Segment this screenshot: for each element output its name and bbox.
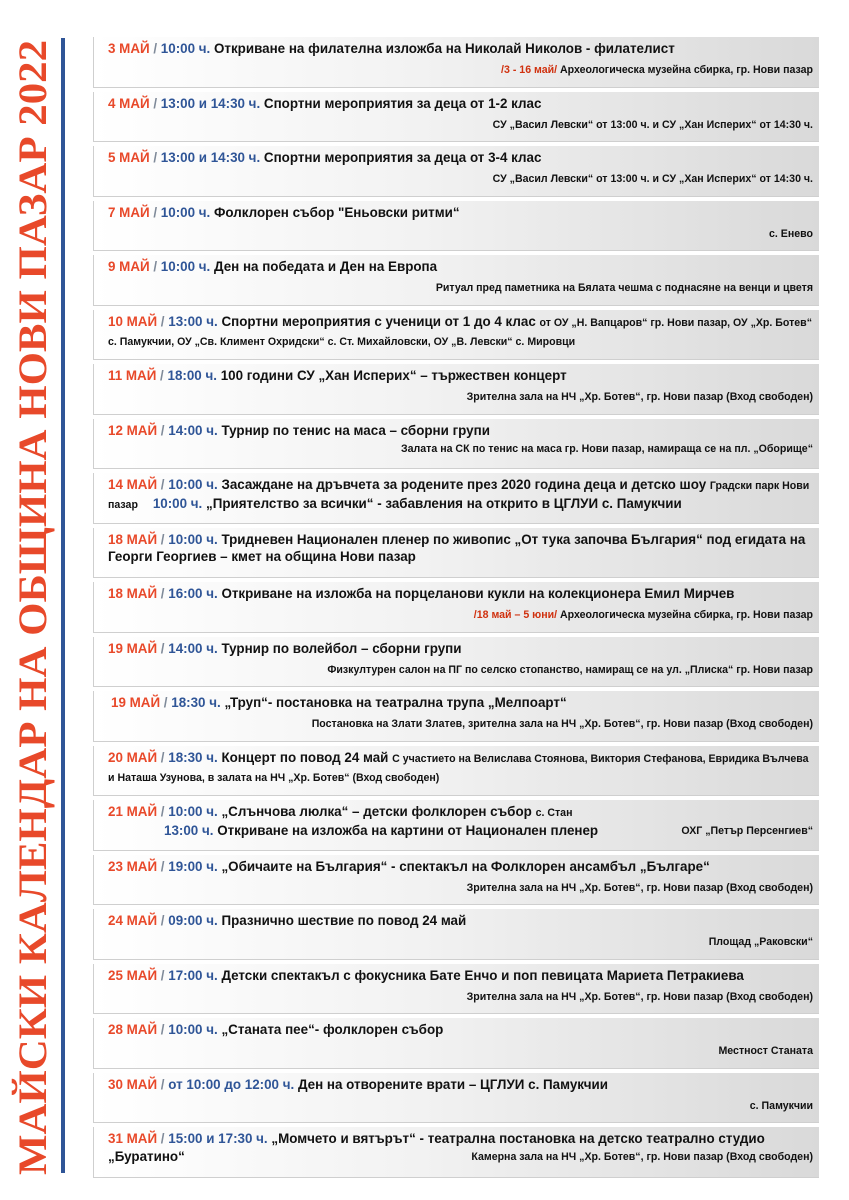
- calendar-title-text: МАЙСКИ КАЛЕНДАР НА ОБЩИНА НОВИ ПАЗАР 2022: [10, 115, 55, 1175]
- event-date: 4 МАЙ: [108, 95, 150, 111]
- event-item: 30 МАЙ / от 10:00 до 12:00 ч. Ден на отворените врати – ЦГЛУИ с. Памукчии с. Памукчии: [93, 1073, 819, 1124]
- event-item: 12 МАЙ / 14:00 ч. Турнир по тенис на маса – сборни групи Залата на СК по тенис на маса гр. Нови пазар, намираща се на пл. „Оборище“: [93, 419, 819, 470]
- event-date: 28 МАЙ: [108, 1022, 158, 1037]
- event-time: 10:00 ч.: [168, 1022, 218, 1037]
- event-date: 24 МАЙ: [108, 913, 158, 928]
- event-title: Откриване на филателна изложба на Николай Николов - филателист: [214, 41, 675, 56]
- event-date: 20 МАЙ: [108, 749, 158, 765]
- event-time: 10:00 ч.: [160, 204, 211, 220]
- event-date: 11 МАЙ: [108, 368, 157, 383]
- event-time-2: 10:00 ч.: [152, 496, 203, 511]
- event-title: Концерт по повод 24 май: [221, 749, 389, 765]
- event-time: 18:30 ч.: [171, 695, 221, 710]
- event-range: /18 май – 5 юни/: [473, 609, 558, 621]
- event-title: 100 години СУ „Хан Исперих“ – тържествен концерт: [220, 368, 567, 383]
- event-place: с. Памукчии: [749, 1099, 813, 1112]
- event-time: 16:00 ч.: [168, 586, 218, 601]
- event-item: 3 МАЙ / 10:00 ч. Откриване на филателна изложба на Николай Николов - филателист /3 - 16 май/ Археологическа музейна сбирка, гр. Нови пазар: [93, 37, 819, 88]
- event-place: Местност Станата: [718, 1045, 813, 1057]
- event-place: Площад „Раковски“: [708, 936, 813, 948]
- event-place: СУ „Васил Левски“ от 13:00 ч. и СУ „Хан Исперих“ от 14:30 ч.: [492, 173, 813, 185]
- event-title-cont: „Буратино“: [108, 1149, 185, 1164]
- event-date: 10 МАЙ: [108, 313, 158, 329]
- event-date: 30 МАЙ: [108, 1076, 158, 1092]
- event-item: 21 МАЙ / 10:00 ч. „Слънчова люлка“ – детски фолклорен събор с. Стан 13:00 ч. Откриване на изложба на картини от Национален пленер ОХГ „Петър Персенгиев“: [93, 800, 819, 851]
- event-date: 12 МАЙ: [108, 422, 158, 438]
- event-title: Тридневен Национален пленер по живопис „От тука започва България“ под егидата на Георги Георгиев – кмет на община Нови пазар: [108, 531, 806, 564]
- event-time: 13:00 ч.: [168, 313, 218, 329]
- event-date: 25 МАЙ: [108, 967, 158, 983]
- event-list: [93, 37, 819, 1182]
- event-date: 14 МАЙ: [108, 477, 158, 492]
- event-date: 23 МАЙ: [108, 858, 158, 874]
- event-title: Засаждане на дръвчета за родените през 2020 година деца и детско шоу: [221, 477, 707, 492]
- event-date: 7 МАЙ: [108, 204, 150, 220]
- event-date: 19 МАЙ: [111, 695, 161, 710]
- event-place: с. Стан: [535, 807, 573, 819]
- event-time: 17:00 ч.: [168, 967, 218, 983]
- event-item: 10 МАЙ / 13:00 ч. Спортни мероприятия с ученици от 1 до 4 клас от ОУ „Н. Вапцаров“ гр. Нови пазар, ОУ „Хр. Ботев“ с. Памукчии, ОУ „Св. Климент Охридски“ с. Ст. Михайловски, ОУ „В. Левски“ с. Мировци: [93, 310, 819, 361]
- event-item: 19 МАЙ / 14:00 ч. Турнир по волейбол – сборни групи Физкултурен салон на ПГ по селско стопанство, намиращ се на ул. „Плиска“ гр. Нови пазар: [93, 637, 819, 688]
- event-place: Физкултурен салон на ПГ по селско стопанство, намиращ се на ул. „Плиска“ гр. Нови пазар: [327, 663, 813, 676]
- event-time: 10:00 ч.: [168, 477, 218, 492]
- event-time: 14:00 ч.: [168, 422, 218, 438]
- event-place: Ритуал пред паметника на Бялата чешма с поднасяне на венци и цветя: [435, 282, 813, 294]
- title-divider: [61, 38, 65, 1173]
- event-item: 19 МАЙ / 18:30 ч. „Труп“- постановка на театрална трупа „Мелпоарт“ Постановка на Злати Златев, зрителна зала на НЧ „Хр. Ботев“, гр. Нови пазар (Вход свободен): [93, 691, 819, 742]
- event-time: 18:00 ч.: [167, 368, 217, 383]
- event-date: 19 МАЙ: [108, 640, 158, 656]
- event-title: Детски спектакъл с фокусника Бате Енчо и поп певицата Мариета Петракиева: [221, 967, 744, 983]
- event-time: 10:00 ч.: [168, 804, 218, 819]
- event-title: Празнично шествие по повод 24 май: [221, 913, 467, 928]
- event-time: 10:00 ч.: [168, 531, 218, 547]
- event-item: 18 МАЙ / 10:00 ч. Тридневен Национален пленер по живопис „От тука започва България“ под егидата на Георги Георгиев – кмет на община Нови пазар: [93, 528, 819, 579]
- event-title: Фолклорен събор "Еньовски ритми“: [214, 204, 460, 220]
- event-time: 13:00 и 14:30 ч.: [160, 150, 261, 165]
- event-item: 24 МАЙ / 09:00 ч. Празнично шествие по повод 24 май Площад „Раковски“: [93, 909, 819, 960]
- event-item: 18 МАЙ / 16:00 ч. Откриване на изложба на порцеланови кукли на колекционера Емил Мирчев /18 май – 5 юни/ Археологическа музейна сбирка, гр. Нови пазар: [93, 582, 819, 633]
- event-item: 23 МАЙ / 19:00 ч. „Обичаите на България“ - спектакъл на Фолклорен ансамбъл „Българе“ Зрителна зала на НЧ „Хр. Ботев“, гр. Нови пазар (Вход свободен): [93, 855, 819, 906]
- event-date: 5 МАЙ: [108, 150, 150, 165]
- event-time: 10:00 ч.: [160, 41, 211, 56]
- event-time: 19:00 ч.: [168, 858, 218, 874]
- event-item: 5 МАЙ / 13:00 и 14:30 ч. Спортни мероприятия за деца от 3-4 клас СУ „Васил Левски“ от 13:00 ч. и СУ „Хан Исперих“ от 14:30 ч.: [93, 146, 819, 197]
- event-place: Археологическа музейна сбирка, гр. Нови пазар: [560, 64, 813, 76]
- event-title: „Слънчова люлка“ – детски фолклорен събор: [221, 804, 532, 819]
- event-place: СУ „Васил Левски“ от 13:00 ч. и СУ „Хан Исперих“ от 14:30 ч.: [492, 118, 813, 131]
- event-title-2: „Приятелство за всички“ - забавления на открито в ЦГЛУИ с. Памукчии: [206, 496, 682, 511]
- event-item: 9 МАЙ / 10:00 ч. Ден на победата и Ден на Европа Ритуал пред паметника на Бялата чешма с поднасяне на венци и цветя: [93, 255, 819, 306]
- event-title: Спортни мероприятия за деца от 1-2 клас: [263, 95, 542, 111]
- event-date: 18 МАЙ: [108, 531, 158, 547]
- event-place: Зрителна зала на НЧ „Хр. Ботев“, гр. Нови пазар (Вход свободен): [466, 881, 813, 894]
- event-date: 9 МАЙ: [108, 259, 150, 274]
- event-item: 28 МАЙ / 10:00 ч. „Станата пее“- фолклорен събор Местност Станата: [93, 1018, 819, 1069]
- event-place: Зрителна зала на НЧ „Хр. Ботев“, гр. Нови пазар (Вход свободен): [466, 391, 813, 403]
- event-item: 7 МАЙ / 10:00 ч. Фолклорен събор "Еньовски ритми“ с. Енево: [93, 201, 819, 252]
- event-place: Градски парк Нови пазар: [108, 480, 810, 511]
- event-date: 18 МАЙ: [108, 586, 158, 601]
- event-time: 14:00 ч.: [168, 640, 218, 656]
- event-time-2: 13:00 ч.: [164, 823, 214, 838]
- event-time: 18:30 ч.: [168, 749, 218, 765]
- event-place: с. Енево: [769, 227, 813, 240]
- event-time: 09:00 ч.: [168, 913, 218, 928]
- event-time: 13:00 и 14:30 ч.: [160, 95, 261, 111]
- event-title: Спортни мероприятия за деца от 3-4 клас: [263, 150, 542, 165]
- event-title-2: Откриване на изложба на картини от Национален пленер: [217, 823, 599, 838]
- event-date: 31 МАЙ: [108, 1131, 158, 1146]
- event-place: Постановка на Злати Златев, зрителна зала на НЧ „Хр. Ботев“, гр. Нови пазар (Вход свободен): [311, 718, 813, 730]
- event-place: Зрителна зала на НЧ „Хр. Ботев“, гр. Нови пазар (Вход свободен): [466, 990, 813, 1003]
- event-title: Откриване на изложба на порцеланови кукли на колекционера Емил Мирчев: [221, 586, 735, 601]
- event-item: 14 МАЙ / 10:00 ч. Засаждане на дръвчета за родените през 2020 година деца и детско шоу Градски парк Нови пазар 10:00 ч. „Приятелство за всички“ - забавления на открито в ЦГЛУИ с. Памукчии: [93, 473, 819, 524]
- event-time: 10:00 ч.: [160, 259, 211, 274]
- event-place: Археологическа музейна сбирка, гр. Нови пазар: [560, 609, 813, 621]
- event-title: „Станата пее“- фолклорен събор: [221, 1022, 444, 1037]
- event-title: „Обичаите на България“ - спектакъл на Фолклорен ансамбъл „Българе“: [221, 858, 710, 874]
- event-title: Спортни мероприятия с ученици от 1 до 4 клас: [221, 313, 536, 329]
- event-place-2: ОХГ „Петър Персенгиев“: [681, 825, 813, 837]
- event-place: Залата на СК по тенис на маса гр. Нови пазар, намираща се на пл. „Оборище“: [401, 442, 813, 455]
- event-time: 15:00 и 17:30 ч.: [168, 1131, 268, 1146]
- event-range: /3 - 16 май/: [501, 64, 558, 76]
- event-place: от ОУ „Н. Вапцаров“ гр. Нови пазар, ОУ „Хр. Ботев“ с. Памукчии, ОУ „Св. Климент Охридски“ с. Ст. Михайловски, ОУ „В. Левски“ с. Мировци: [108, 316, 812, 348]
- event-title: Ден на победата и Ден на Европа: [214, 259, 438, 274]
- event-place: Камерна зала на НЧ „Хр. Ботев“, гр. Нови пазар (Вход свободен): [471, 1151, 813, 1163]
- event-title: „Труп“- постановка на театрална трупа „Мелпоарт“: [224, 695, 567, 710]
- event-time: от 10:00 до 12:00 ч.: [168, 1076, 295, 1092]
- event-item: 31 МАЙ / 15:00 и 17:30 ч. „Момчето и вятърът“ - театрална постановка на детско театрално студио „Буратино“ Камерна зала на НЧ „Хр. Ботев“, гр. Нови пазар (Вход свободен): [93, 1127, 819, 1178]
- event-title: Турнир по тенис на маса – сборни групи: [221, 422, 490, 438]
- event-title: Ден на отворените врати – ЦГЛУИ с. Памукчии: [297, 1076, 609, 1092]
- event-place: С участието на Велислава Стоянова, Виктория Стефанова, Евридика Вълчева и Наташа Узунова, в залата на НЧ „Хр. Ботев“ (Вход свободен): [108, 752, 809, 784]
- event-item: 4 МАЙ / 13:00 и 14:30 ч. Спортни мероприятия за деца от 1-2 клас СУ „Васил Левски“ от 13:00 ч. и СУ „Хан Исперих“ от 14:30 ч.: [93, 92, 819, 143]
- event-title: „Момчето и вятърът“ - театрална постановка на детско театрално студио: [271, 1131, 765, 1146]
- event-date: 21 МАЙ: [108, 804, 158, 819]
- event-title: Турнир по волейбол – сборни групи: [221, 640, 462, 656]
- event-item: 20 МАЙ / 18:30 ч. Концерт по повод 24 май С участието на Велислава Стоянова, Виктория Стефанова, Евридика Вълчева и Наташа Узунова, в залата на НЧ „Хр. Ботев“ (Вход свободен): [93, 746, 819, 797]
- event-date: 3 МАЙ: [108, 41, 150, 56]
- calendar-title: [4, 40, 56, 1180]
- event-item: 25 МАЙ / 17:00 ч. Детски спектакъл с фокусника Бате Енчо и поп певицата Мариета Петракиева Зрителна зала на НЧ „Хр. Ботев“, гр. Нови пазар (Вход свободен): [93, 964, 819, 1015]
- event-item: 11 МАЙ / 18:00 ч. 100 години СУ „Хан Исперих“ – тържествен концерт Зрителна зала на НЧ „Хр. Ботев“, гр. Нови пазар (Вход свободен): [93, 364, 819, 415]
